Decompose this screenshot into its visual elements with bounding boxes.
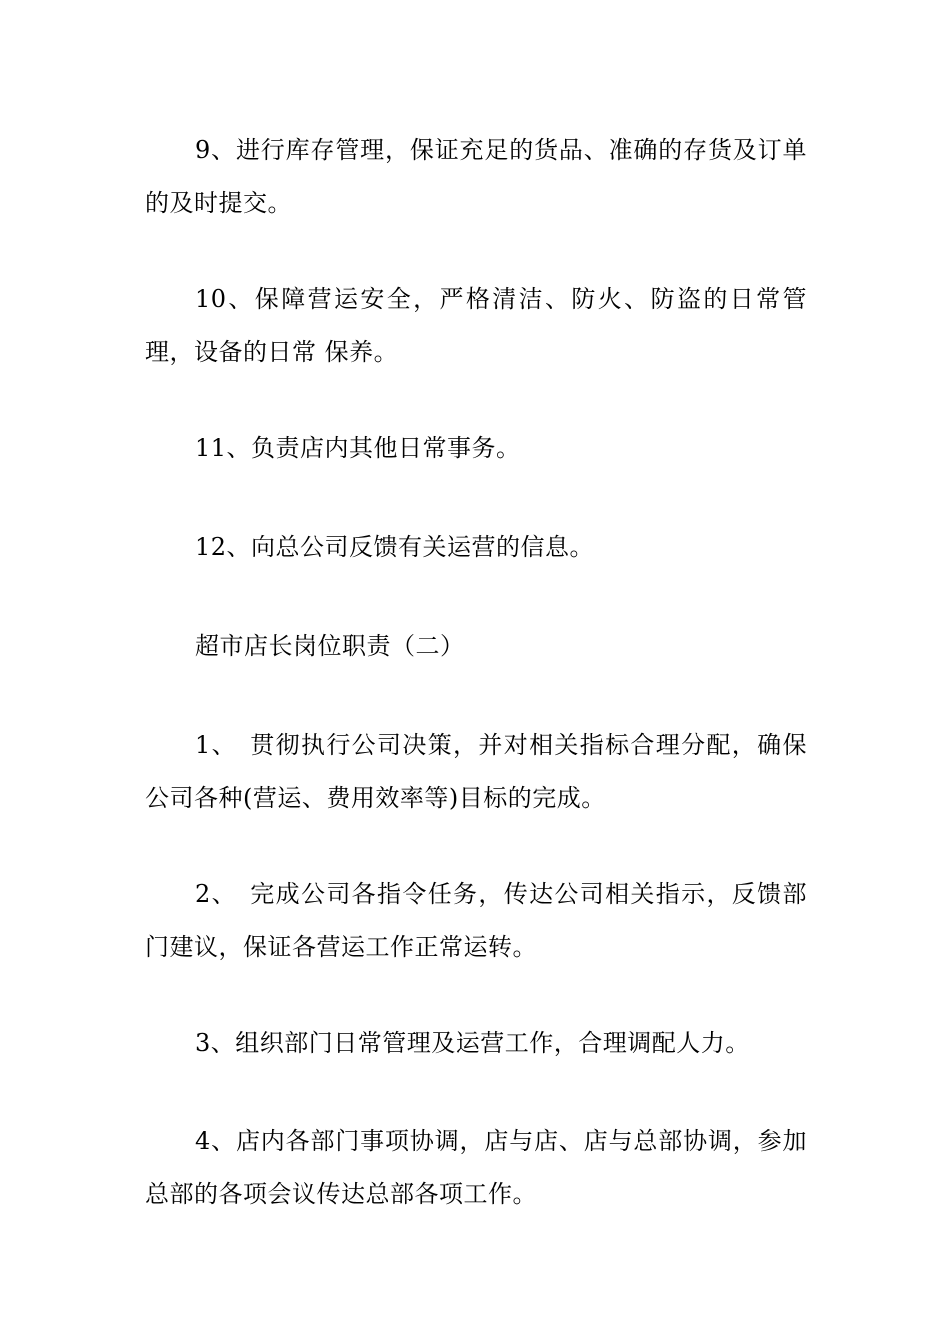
paragraph-item-3: 3、组织部门日常管理及运营工作，合理调配人力。 — [195, 1029, 750, 1057]
paragraph-item-2: 2、 完成公司各指令任务，传达公司相关指示，反馈部门建议，保证各营运工作正常运转。 — [145, 880, 807, 961]
paragraph-item-4: 4、店内各部门事项协调，店与店、店与总部协调，参加总部的各项会议传达总部各项工作。 — [145, 1127, 807, 1208]
paragraph-item-11: 11、负责店内其他日常事务。 — [195, 434, 521, 462]
paragraph-item-9: 9、进行库存管理，保证充足的货品、准确的存货及订单的及时提交。 — [145, 136, 807, 217]
paragraph-item-1: 1、 贯彻执行公司决策，并对相关指标合理分配，确保公司各种(营运、费用效率等)目标的完成。 — [145, 731, 807, 812]
section-heading: 超市店长岗位职责（二） — [195, 632, 465, 660]
paragraph-item-12: 12、向总公司反馈有关运营的信息。 — [195, 533, 595, 561]
paragraph-item-10: 10、保障营运安全，严格清洁、防火、防盗的日常管理，设备的日常 保养。 — [145, 285, 807, 366]
